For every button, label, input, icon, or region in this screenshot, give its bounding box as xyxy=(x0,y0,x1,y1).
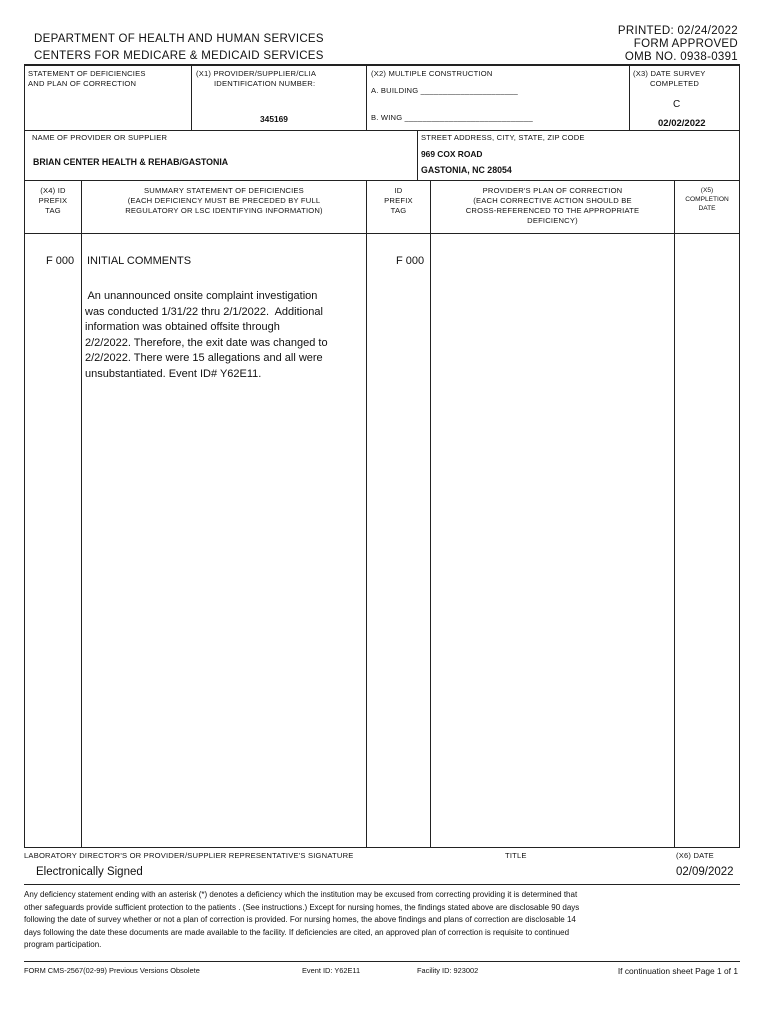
disclaimer-line: Any deficiency statement ending with an asterisk (*) denotes a deficiency which the institution may be excused from correcting providing it is determined that xyxy=(24,890,578,899)
row1-bottom-line xyxy=(25,130,740,131)
divider-x2 xyxy=(366,65,367,131)
agency-title: CENTERS FOR MEDICARE & MEDICAID SERVICES xyxy=(34,50,324,62)
wing-label: B. WING _____________________________ xyxy=(371,113,533,122)
x4-header xyxy=(25,186,81,216)
entry-line: information was obtained offsite through xyxy=(85,321,280,333)
printed-date: PRINTED: 02/24/2022 xyxy=(617,25,738,37)
x5-header xyxy=(675,186,739,213)
x5-header-line3: DATE xyxy=(698,205,716,212)
plan-header-line2: (EACH CORRECTIVE ACTION SHOULD BE xyxy=(473,196,632,205)
footer-facility-id: Facility ID: 923002 xyxy=(417,966,479,975)
survey-code: C xyxy=(673,99,681,110)
divider-col-plan xyxy=(674,181,675,848)
entry-line: was conducted 1/31/22 thru 2/1/2022. Additional xyxy=(85,305,323,318)
statement-label-line2: AND PLAN OF CORRECTION xyxy=(28,79,137,88)
x2-label: (X2) MULTIPLE CONSTRUCTION xyxy=(371,69,493,78)
divider-address xyxy=(417,131,418,181)
building-label: A. BUILDING ______________________ xyxy=(371,86,518,95)
x1-label-line2: IDENTIFICATION NUMBER: xyxy=(214,79,316,88)
signature-date: 02/09/2022 xyxy=(676,866,734,878)
divider-col-x4 xyxy=(81,181,82,848)
entry-line: An unannounced onsite complaint investigation xyxy=(85,290,318,302)
x3-label-line2: COMPLETED xyxy=(650,79,700,88)
x4-header-line3: TAG xyxy=(45,206,61,215)
survey-completed-date: 02/02/2022 xyxy=(658,118,706,129)
summary-header-line2: (EACH DEFICIENCY MUST BE PRECEDED BY FULL xyxy=(127,196,321,205)
summary-header-line3: REGULATORY OR LSC IDENTIFYING INFORMATION) xyxy=(125,206,323,215)
street-address: 969 COX ROAD xyxy=(421,149,483,159)
x4-header-line1: (X4) ID xyxy=(40,186,66,195)
x4-header-line2: PREFIX xyxy=(38,196,68,205)
disclaimer xyxy=(24,889,736,952)
row2-bottom-line xyxy=(25,180,740,181)
omb-number: OMB NO. 0938-0391 xyxy=(624,51,738,63)
id-header-line1: ID xyxy=(394,186,403,195)
frame-right-line xyxy=(739,64,740,848)
plan-header-line4: DEFICIENCY) xyxy=(527,216,578,225)
divider-col-summary xyxy=(366,181,367,848)
x5-header-line1: (X5) xyxy=(700,187,714,194)
signature-value: Electronically Signed xyxy=(36,866,143,878)
divider-x3 xyxy=(629,65,630,131)
entry-line: 2/2/2022. Therefore, the exit date was changed to xyxy=(85,336,328,349)
entry-title: INITIAL COMMENTS xyxy=(87,255,192,267)
summary-header xyxy=(82,186,366,216)
divider-x1 xyxy=(191,65,192,131)
column-header-bottom-line xyxy=(25,233,740,234)
id-header xyxy=(367,186,430,216)
footer-event-id: Event ID: Y62E11 xyxy=(302,966,361,975)
disclaimer-line: following the date of survey whether or not a plan of correction is provided. For nursing homes, the above findings and plans of correction are disclosable 14 xyxy=(24,915,576,924)
disclaimer-line: program participation. xyxy=(24,940,102,949)
disclaimer-line: days following the date these documents are made available to the facility. If deficiencies are cited, an approved plan of correction is requisite to continued xyxy=(24,927,570,937)
city-state-zip: GASTONIA, NC 28054 xyxy=(421,165,512,175)
signature-bottom-line xyxy=(24,884,740,885)
id-header-line3: TAG xyxy=(390,206,407,215)
tag-prefix-left: F 000 xyxy=(46,255,75,267)
form-approved-label: FORM APPROVED xyxy=(633,38,738,50)
frame-left-line xyxy=(24,64,25,848)
summary-header-line1: SUMMARY STATEMENT OF DEFICIENCIES xyxy=(144,186,304,195)
signature-date-label: (X6) DATE xyxy=(676,851,714,860)
address-label: STREET ADDRESS, CITY, STATE, ZIP CODE xyxy=(421,133,585,142)
x1-label-line1: (X1) PROVIDER/SUPPLIER/CLIA xyxy=(196,69,317,78)
signature-label: LABORATORY DIRECTOR'S OR PROVIDER/SUPPLIER REPRESENTATIVE'S SIGNATURE xyxy=(24,851,354,860)
plan-header-line1: PROVIDER'S PLAN OF CORRECTION xyxy=(482,186,623,195)
provider-id-number: 345169 xyxy=(260,114,288,124)
title-label: TITLE xyxy=(505,851,527,860)
entry-line: 2/2/2022. There were 15 allegations and all were xyxy=(85,352,323,364)
x5-header-line2: COMPLETION xyxy=(685,196,729,203)
disclaimer-line: other safeguards provide sufficient protection to the patients . (See instructions.) Except for nursing homes, the findings stated above are disclosable 90 days xyxy=(24,902,580,912)
id-header-line2: PREFIX xyxy=(384,196,413,205)
tag-prefix-right: F 000 xyxy=(396,255,425,267)
provider-name-label: NAME OF PROVIDER OR SUPPLIER xyxy=(32,133,168,142)
footer-rule xyxy=(24,961,740,962)
frame-top-line xyxy=(24,64,740,66)
provider-name: BRIAN CENTER HEALTH & REHAB/GASTONIA xyxy=(33,157,229,167)
department-title: DEPARTMENT OF HEALTH AND HUMAN SERVICES xyxy=(34,33,324,45)
divider-col-id xyxy=(430,181,431,848)
page-indicator: If continuation sheet Page 1 of 1 xyxy=(617,966,738,976)
statement-label-line1: STATEMENT OF DEFICIENCIES xyxy=(28,69,146,78)
x3-label-line1: (X3) DATE SURVEY xyxy=(633,69,706,78)
plan-header-line3: CROSS-REFERENCED TO THE APPROPRIATE xyxy=(465,206,640,215)
body-bottom-line xyxy=(24,847,740,848)
entry-line: unsubstantiated. Event ID# Y62E11. xyxy=(85,367,262,380)
plan-header xyxy=(431,186,674,226)
form-number: FORM CMS-2567(02-99) Previous Versions Obsolete xyxy=(24,966,200,975)
entry-body xyxy=(85,289,363,382)
